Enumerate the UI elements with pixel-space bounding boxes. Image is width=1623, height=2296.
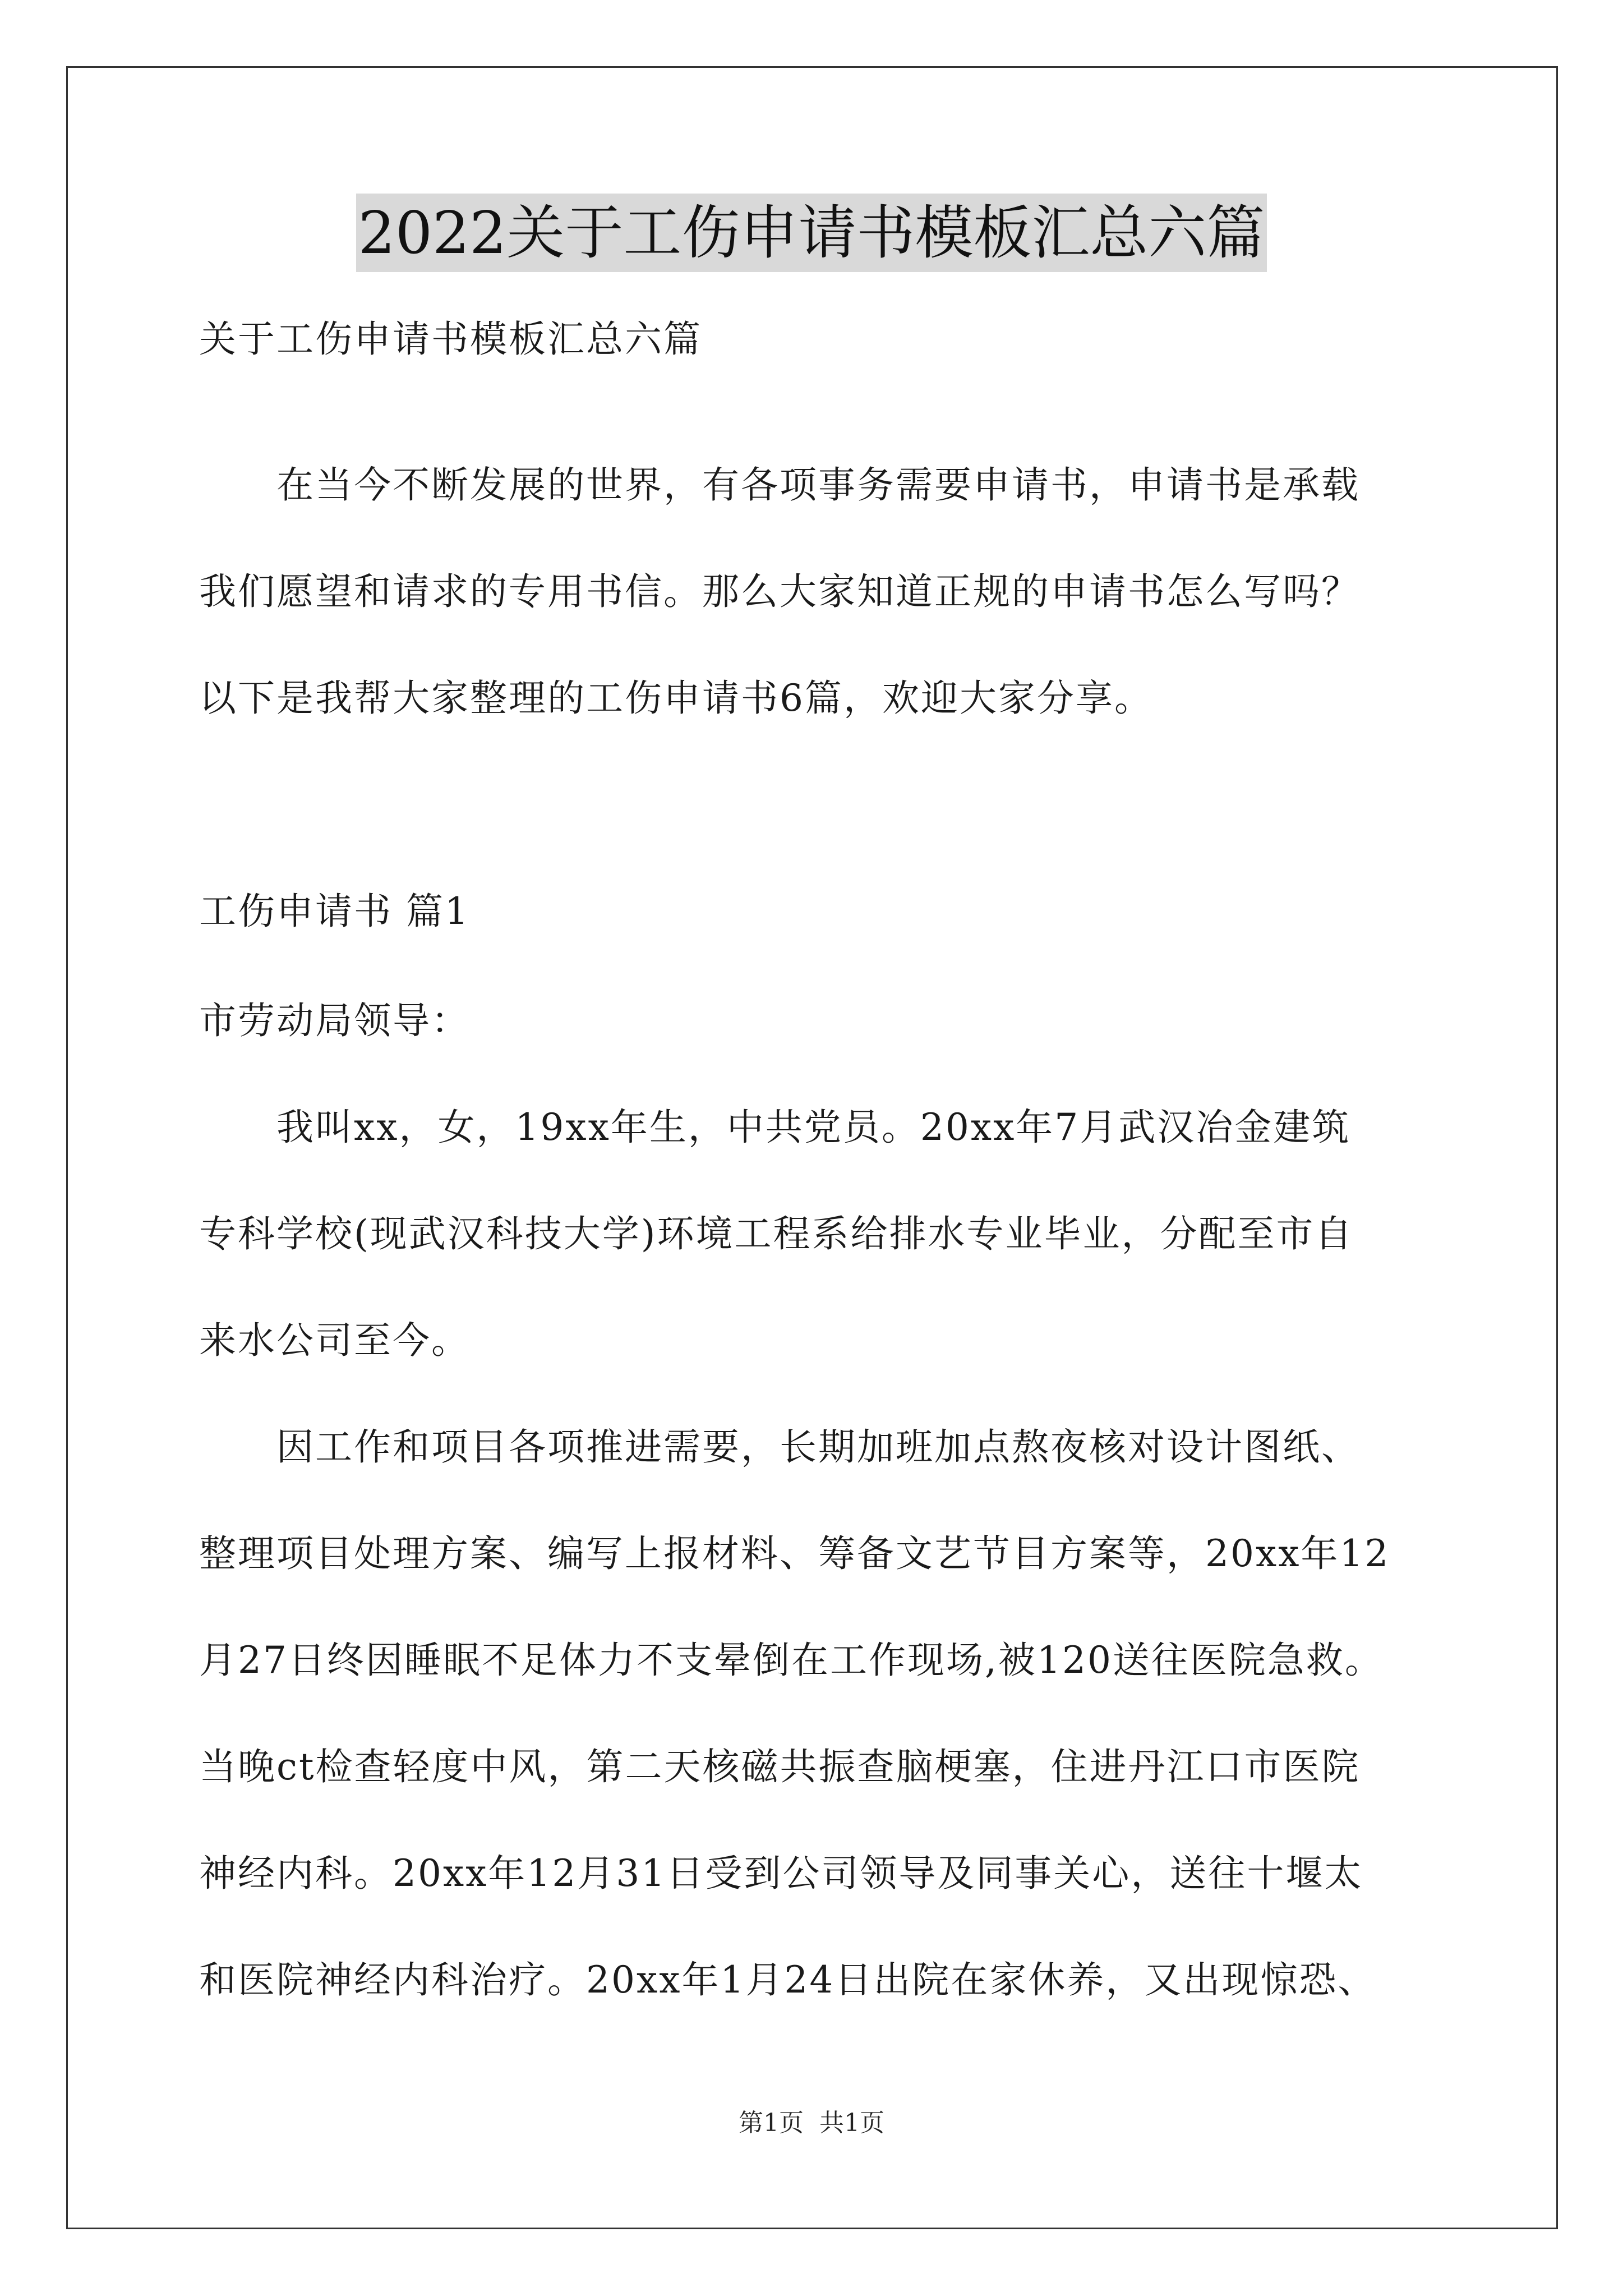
paragraph-line: 神经内科。20xx年12月31日受到公司领导及同事关心，送往十堰太 bbox=[199, 1852, 1363, 1895]
paragraph-line: 因工作和项目各项推进需要，长期加班加点熬夜核对设计图纸、 bbox=[199, 1425, 1360, 1469]
document-title: 2022关于工伤申请书模板汇总六篇 bbox=[356, 194, 1267, 272]
page-footer bbox=[0, 2106, 1623, 2140]
paragraph-line: 月27日终因睡眠不足体力不支晕倒在工作现场,被120送往医院急救。 bbox=[199, 1639, 1384, 1682]
paragraph-line: 和医院神经内科治疗。20xx年1月24日出院在家休养，又出现惊恐、 bbox=[199, 1958, 1377, 2001]
paragraph-line: 当晚ct检查轻度中风，第二天核磁共振查脑梗塞，住进丹江口市医院 bbox=[199, 1745, 1361, 1788]
paragraph-line: 专科学校(现武汉科技大学)环境工程系给排水专业毕业，分配至市自 bbox=[199, 1212, 1354, 1255]
paragraph-line: 整理项目处理方案、编写上报材料、筹备文艺节目方案等，20xx年12 bbox=[199, 1532, 1390, 1575]
paragraph-line: 以下是我帮大家整理的工伤申请书6篇，欢迎大家分享。 bbox=[199, 677, 1153, 720]
paragraph-line: 我叫xx，女，19xx年生，中共党员。20xx年7月武汉冶金建筑 bbox=[199, 1106, 1351, 1149]
paragraph-line: 我们愿望和请求的专用书信。那么大家知道正规的申请书怎么写吗？ bbox=[199, 570, 1360, 613]
subtitle-line: 关于工伤申请书模板汇总六篇 bbox=[199, 318, 702, 361]
salutation-line: 市劳动局领导： bbox=[199, 999, 470, 1042]
page-total: 共1页 bbox=[819, 2109, 884, 2137]
section-heading: 工伤申请书 篇1 bbox=[199, 890, 470, 933]
paragraph-line: 来水公司至今。 bbox=[199, 1319, 470, 1362]
paragraph-line: 在当今不断发展的世界，有各项事务需要申请书，申请书是承载 bbox=[199, 463, 1360, 507]
title-container bbox=[0, 194, 1623, 272]
page-number: 第1页 bbox=[739, 2109, 804, 2137]
